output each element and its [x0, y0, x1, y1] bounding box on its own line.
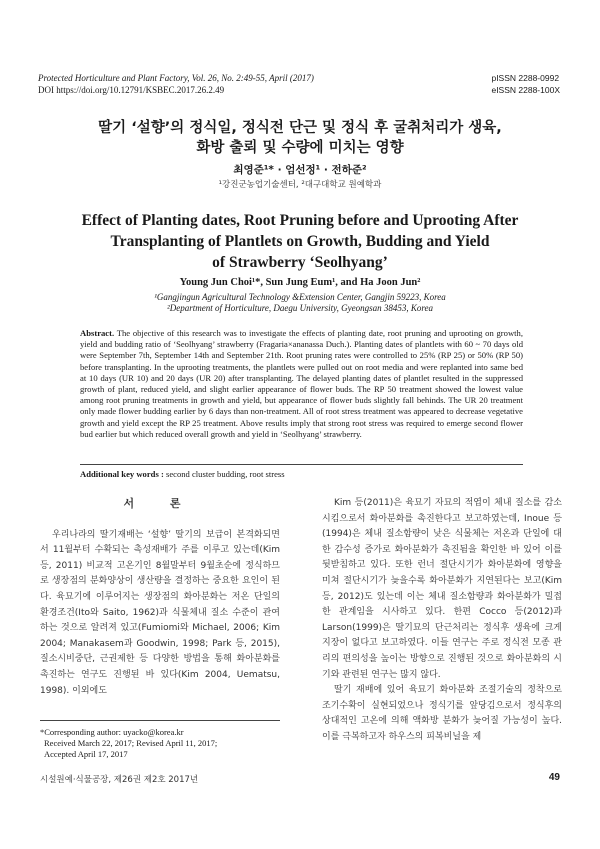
- korean-affiliation: ¹강진군농업기술센터, ²대구대학교 원예학과: [218, 180, 382, 190]
- english-title-line1: Effect of Planting dates, Root Pruning before and Uprooting After: [81, 212, 519, 229]
- english-affiliation-1: ¹Gangjingun Agricultural Technology &Extension Center, Gangjin 59223, Korea: [154, 292, 446, 302]
- received-dates: Received March 22, 2017; Revised April 11, 2017;: [44, 738, 218, 748]
- intro-paragraph-right-2: 딸기 재배에 있어 육묘기 화아분화 조절기술의 정착으로 조기수확이 실현되었으나 정식기를 앞당김으로서 정식후의 상대적인 고온에 의해 액화방 분화가 늦어질 가능성이 높다. 이를 극복하고자 하우스의 피복비닐을 제: [322, 685, 562, 742]
- journal-line: Protected Horticulture and Plant Factory, Vol. 26, No. 2:49-55, April (2017): [38, 73, 314, 83]
- journal-citation: [38, 72, 314, 96]
- english-title-line2: Transplanting of Plantlets on Growth, Budding and Yield: [110, 233, 490, 250]
- abstract-text: The objective of this research was to investigate the effects of planting date, root pruning and uprooting on growth, yield and budding ratio of ‘Seolhyang’ strawberry (Fragaria×ananassa Duch.). Planting dates of plantlets with 60 ~ 70 days old were September 7th, September 14th and September 21th. Root pruning rates were controlled to 25% (RP 25) or 50% (RP 50) before transplanting. In the uprooting treatments, the plantlets were pulled out on root media and were replanted into same bed at 10 days (UR 10) and 20 days (UR 20) after transplanting. The delayed planting dates of plantlet resulted in the suppressed growth of plant, reduced yield, and slight earlier appearance of flower buds. The RP 50 treatment showed the lowest value among root pruning treatments in growth and yield, but appearance of flower buds slightly fall behinds. The UR 20 treatment only made flower budding earlier by 6 days than non-treatment. All of root stress treatment was appeared to decrease vegetative growth and yield except the RP 25 treatment. Above results imply that strong root stress was required to emerge second flower bud earlier but which reduced overall growth and yield in ‘Seolhyang’ strawberry.: [80, 328, 523, 439]
- eissn: eISSN 2288-100X: [491, 85, 560, 95]
- english-title-line3: of Strawberry ‘Seolhyang’: [212, 254, 388, 271]
- abstract-label: Abstract.: [80, 328, 115, 338]
- keywords-text: second cluster budding, root stress: [165, 469, 285, 479]
- english-affiliation-2: ²Department of Horticulture, Daegu University, Gyeongsan 38453, Korea: [167, 303, 433, 313]
- doi-line[interactable]: DOI https://doi.org/10.12791/KSBEC.2017.26.2.49: [38, 85, 225, 95]
- korean-title-line2: 화방 출뢰 및 수량에 미치는 영향: [196, 140, 404, 156]
- footer-journal-info: 시설원예·식물공장, 제26권 제2호 2017년: [40, 775, 199, 785]
- section-heading-introduction: 서 론: [123, 497, 197, 510]
- footnote: [40, 720, 280, 760]
- korean-title: [30, 118, 570, 158]
- english-title: [40, 210, 560, 273]
- korean-title-line1: 딸기 ‘설향’의 정식일, 정식전 단근 및 정식 후 굴취처리가 생육,: [98, 120, 502, 136]
- page-number: 49: [548, 772, 560, 783]
- corresponding-author: *Corresponding author: uyacko@korea.kr: [40, 727, 184, 737]
- intro-paragraph-left: 우리나라의 딸기재배는 ‘설향’ 딸기의 보급이 본격화되면서 11월부터 수확되는 촉성재배가 주를 이루고 있는데(Kim 등, 2011) 비교적 고온기인 8월말부터 9월초순에 정식하므로 생장점의 분화양상이 생산량을 결정하는 중요한 요인이 된다. 육묘기에 이루어지는 생장점의 화아분화는 저온 단일의 환경조건(Ito와 Saito, 1962)과 식물체내 질소 수준이 관여하는 것으로 알려져 있고(Fumiomi와 Michael, 2006; Kim 2004; Manakasem과 Goodwin, 1998; Park 등, 2015), 질소시비중단, 근권제한 등 다양한 방법을 통해 화아분화를 촉진하는 연구도 진행된 바 있다(Kim 2004, Uematsu, 1998). 이외에도: [40, 529, 280, 696]
- left-column: [40, 496, 280, 699]
- keywords: [80, 464, 523, 479]
- abstract: [80, 328, 523, 440]
- pissn: pISSN 2288-0992: [491, 73, 560, 83]
- intro-paragraph-right-1: Kim 등(2011)은 육묘기 자묘의 적엽이 체내 질소를 감소시킴으로서 화아분화를 촉진한다고 보고하였는데, Inoue 등(1994)은 체내 질소함량이 낮은 식물체는 저온과 단일에 대한 감수성 증가로 화아분화가 촉진됨을 확인한 바 있어 이를 뒷받침하고 있다. 또한 런너 절단시기가 화아분화에 영향을 미쳐 절단시기가 늦을수록 화아분화가 지연된다는 보고(Kim 등, 2012)도 있는데 이는 체내 질소함량과 화아분화가 밀접한 관계임을 시사하고 있다. 한편 Cocco 등(2012)과 Larson(1999)은 딸기묘의 단근처리는 정식후 생육에 크게 지장이 없다고 보고하였다. 이들 연구는 주로 정식전 모종 관리의 편의성을 높이는 방향으로 진행된 것으로 화아분화의 시기와 관련된 연구는 많지 않다.: [322, 498, 562, 680]
- english-authors: Young Jun Choi¹*, Sun Jung Eum¹, and Ha Joon Jun²: [179, 277, 421, 288]
- keywords-label: Additional key words :: [80, 469, 164, 479]
- korean-authors: 최영준¹* · 엄선정¹ · 전하준²: [233, 164, 367, 176]
- issn-block: [491, 72, 560, 96]
- english-affiliations: [0, 292, 600, 314]
- right-column: [322, 496, 562, 746]
- accepted-date: Accepted April 17, 2017: [44, 749, 128, 759]
